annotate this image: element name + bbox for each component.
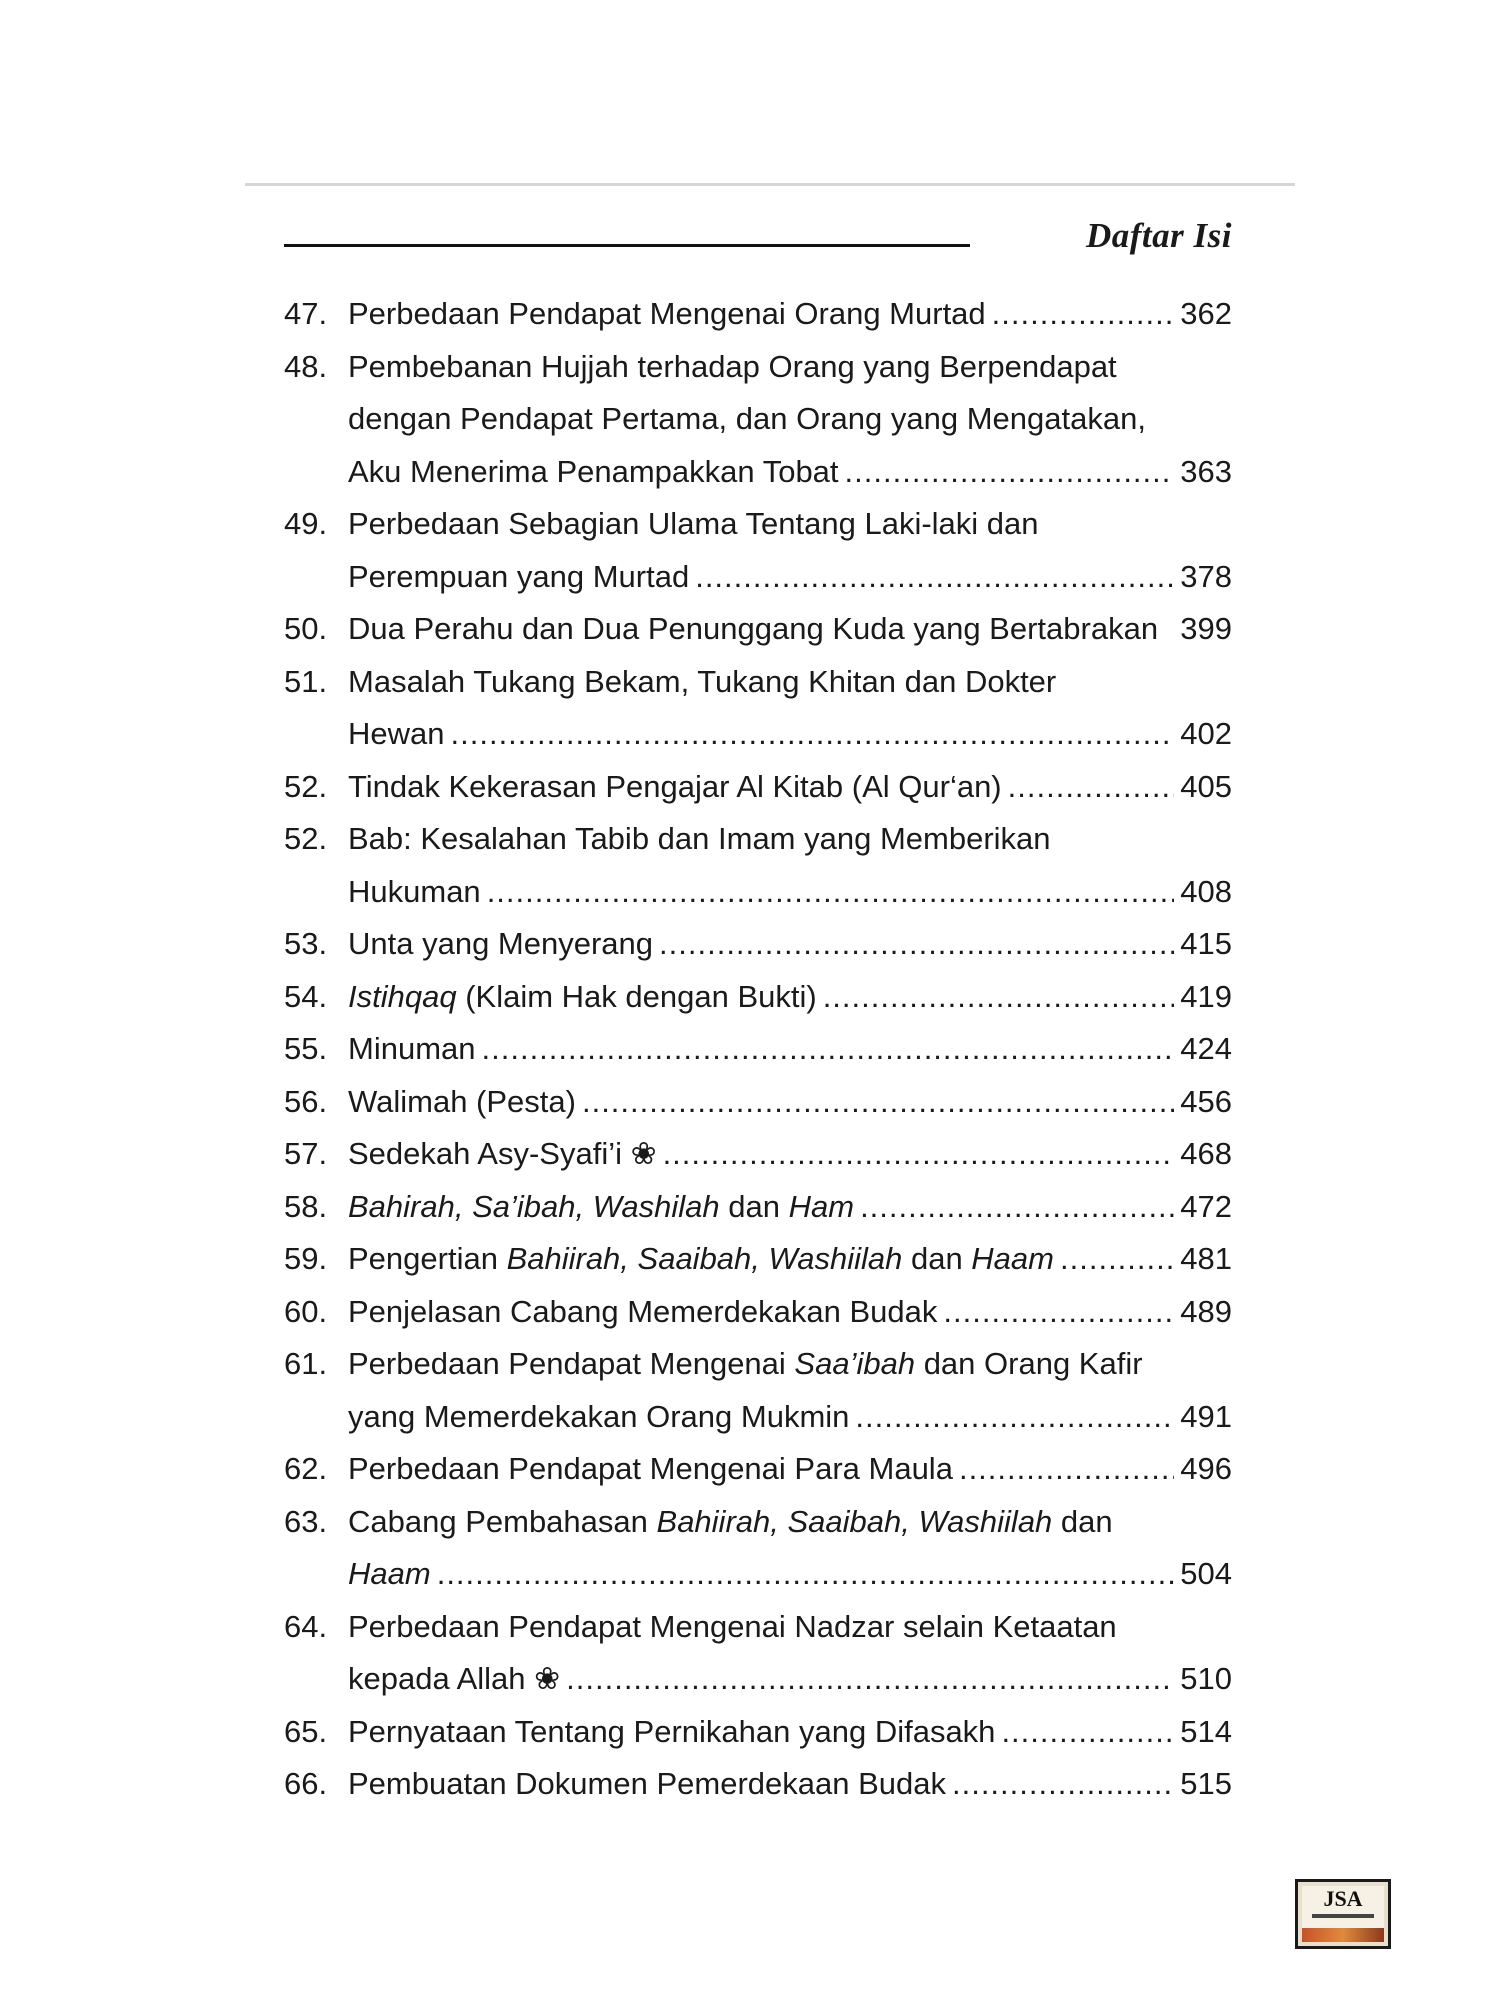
- toc-entry[interactable]: [284, 498, 1232, 603]
- entry-body: [348, 1128, 1232, 1181]
- page-number[interactable]: 405: [1180, 768, 1232, 804]
- entry-title-last-line: [348, 1758, 1232, 1811]
- entry-title: [348, 1076, 576, 1129]
- dot-leader: [823, 971, 1175, 1024]
- logo-color-band: [1302, 1928, 1384, 1942]
- page-number[interactable]: 456: [1180, 1083, 1232, 1119]
- entry-body: [348, 761, 1232, 814]
- page-number[interactable]: 472: [1180, 1188, 1232, 1224]
- entry-title-last-line: [348, 918, 1232, 971]
- dot-leader: [437, 1548, 1175, 1601]
- entry-title-fragment: Bab: Kesalahan Tabib dan Imam yang Memberikan: [348, 821, 1051, 856]
- entry-body: [348, 918, 1232, 971]
- entry-title-fragment: Sedekah Asy-Syafi’i ❀: [348, 1136, 657, 1171]
- entry-body: [348, 1706, 1232, 1759]
- publisher-logo: [1295, 1879, 1391, 1949]
- page-number[interactable]: 415: [1180, 926, 1232, 961]
- entry-title: [348, 446, 839, 499]
- entry-title-fragment: dan: [902, 1241, 972, 1276]
- page-number[interactable]: 514: [1180, 1713, 1232, 1749]
- entry-body: [348, 603, 1232, 656]
- entry-number: 60.: [284, 1293, 328, 1329]
- entry-title-fragment: dan Orang Kafir: [915, 1346, 1143, 1381]
- toc-entry[interactable]: [284, 341, 1232, 499]
- page-number[interactable]: 481: [1180, 1241, 1232, 1276]
- entry-title-last-line: [348, 1286, 1232, 1339]
- entry-title-line: [348, 341, 1232, 394]
- entry-number: 58.: [284, 1188, 328, 1224]
- dot-leader: [1060, 1233, 1174, 1286]
- entry-title-fragment: dan: [719, 1188, 789, 1224]
- entry-title-fragment: Bahirah, Sa’ibah, Washilah: [348, 1188, 720, 1224]
- entry-title-fragment: Cabang Pembahasan: [348, 1503, 657, 1539]
- entry-number: 51.: [284, 663, 328, 699]
- entry-title: [348, 1653, 560, 1706]
- toc-entry[interactable]: [284, 1023, 1232, 1076]
- entry-number: 53.: [284, 926, 328, 961]
- entry-title-line: [348, 393, 1232, 446]
- page-number[interactable]: 408: [1180, 873, 1232, 909]
- entry-number: 52.: [284, 821, 328, 856]
- page-number[interactable]: 491: [1180, 1398, 1232, 1434]
- entry-title-fragment: Saa’ibah: [794, 1346, 916, 1381]
- page-number[interactable]: 468: [1180, 1136, 1232, 1171]
- page-number[interactable]: 419: [1180, 978, 1232, 1014]
- entry-title-fragment: Perbedaan Pendapat Mengenai Nadzar selain Ketaatan: [348, 1608, 1117, 1644]
- entry-number: 52.: [284, 768, 328, 804]
- dot-leader: [566, 1653, 1174, 1706]
- dot-leader: [582, 1076, 1174, 1129]
- toc-entry[interactable]: [284, 1286, 1232, 1339]
- entry-title-fragment: Perbedaan Sebagian Ulama Tentang Laki-laki dan: [348, 506, 1039, 541]
- entry-title: [348, 761, 1002, 814]
- entry-title-last-line: [348, 1391, 1232, 1444]
- toc-entry[interactable]: [284, 1338, 1232, 1443]
- entry-title-fragment: kepada Allah ❀: [348, 1661, 561, 1696]
- entry-title-fragment: Perbedaan Pendapat Mengenai Orang Murtad: [348, 296, 986, 331]
- page-number[interactable]: 496: [1180, 1451, 1232, 1486]
- entry-number: 63.: [284, 1503, 328, 1539]
- entry-title-fragment: Bahiirah, Saaibah, Washiilah: [506, 1241, 903, 1276]
- page-number[interactable]: 515: [1180, 1766, 1232, 1801]
- logo-panel: [1302, 1886, 1384, 1928]
- page-number[interactable]: 363: [1180, 453, 1232, 489]
- entry-body: [348, 1023, 1232, 1076]
- entry-number: 62.: [284, 1451, 328, 1486]
- entry-body: [348, 813, 1232, 918]
- entry-title-fragment: Penjelasan Cabang Memerdekakan Budak: [348, 1293, 938, 1329]
- entry-title-last-line: [348, 1706, 1232, 1759]
- entry-number: 54.: [284, 978, 328, 1014]
- entry-number: 55.: [284, 1031, 328, 1066]
- entry-title-fragment: Minuman: [348, 1031, 476, 1066]
- entry-title: [348, 1286, 937, 1339]
- dot-leader: [959, 1443, 1174, 1496]
- entry-number: 61.: [284, 1346, 328, 1381]
- entry-title: [348, 1181, 854, 1234]
- entry-title: [348, 1023, 476, 1076]
- entry-title-line: [348, 1601, 1232, 1654]
- entry-title-fragment: Haam: [971, 1241, 1054, 1276]
- header-rule: [284, 244, 970, 247]
- entry-body: [348, 1496, 1232, 1601]
- entry-number: 48.: [284, 348, 328, 384]
- entry-title-fragment: Hukuman: [348, 873, 481, 909]
- entry-title-line: [348, 656, 1232, 709]
- entry-title-fragment: Masalah Tukang Bekam, Tukang Khitan dan Dokter: [348, 663, 1057, 699]
- toc-entry[interactable]: [284, 1181, 1232, 1234]
- entry-title-last-line: [348, 288, 1232, 341]
- entry-number: 64.: [284, 1608, 328, 1644]
- entry-title: [348, 1233, 1054, 1286]
- entry-body: [348, 1286, 1232, 1339]
- entry-title-fragment: Perbedaan Pendapat Mengenai Para Maula: [348, 1451, 953, 1486]
- page-number[interactable]: 489: [1180, 1293, 1232, 1329]
- logo-text: JSA: [1323, 1886, 1363, 1911]
- dot-leader: [845, 446, 1175, 499]
- page-number[interactable]: 402: [1180, 716, 1232, 751]
- entry-title-fragment: Perempuan yang Murtad: [348, 558, 690, 594]
- entry-title: [348, 708, 445, 761]
- entry-title-fragment: dengan Pendapat Pertama, dan Orang yang Mengatakan,: [348, 401, 1146, 436]
- toc-entry[interactable]: [284, 288, 1232, 341]
- logo-caption-bar: [1312, 1914, 1374, 1918]
- entry-body: [348, 971, 1232, 1024]
- dot-leader: [943, 1286, 1174, 1339]
- entry-title-fragment: Dua Perahu dan Dua Penunggang Kuda yang Bertabrakan: [348, 611, 1159, 646]
- entry-number: 50.: [284, 611, 328, 646]
- entry-body: [348, 1338, 1232, 1443]
- entry-title-fragment: Pernyataan Tentang Pernikahan yang Difasakh: [348, 1713, 996, 1749]
- toc-entry[interactable]: [284, 1758, 1232, 1811]
- entry-body: [348, 1181, 1232, 1234]
- entry-title: [348, 1128, 657, 1181]
- dot-leader: [487, 866, 1175, 919]
- entry-body: [348, 1758, 1232, 1811]
- entry-number: 59.: [284, 1241, 328, 1276]
- entry-title: [348, 1706, 995, 1759]
- entry-title-fragment: Ham: [788, 1188, 855, 1224]
- entry-title-fragment: Bahiirah, Saaibah, Washiilah: [656, 1503, 1053, 1539]
- entry-title: [348, 603, 1158, 656]
- entry-number: 65.: [284, 1713, 328, 1749]
- entry-title-last-line: [348, 603, 1232, 656]
- dot-leader: [952, 1758, 1174, 1811]
- page-number[interactable]: 399: [1180, 611, 1232, 646]
- page-number[interactable]: 510: [1180, 1661, 1232, 1696]
- entry-title-fragment: Perbedaan Pendapat Mengenai: [348, 1346, 795, 1381]
- entry-body: [348, 656, 1232, 761]
- page-number[interactable]: 378: [1180, 558, 1232, 594]
- dot-leader: [860, 1181, 1174, 1234]
- entry-body: [348, 1076, 1232, 1129]
- entry-title: [348, 551, 689, 604]
- entry-title: [348, 288, 986, 341]
- dot-leader: [1008, 761, 1175, 814]
- entry-title: [348, 1443, 953, 1496]
- entry-title: [348, 1391, 849, 1444]
- entry-title-last-line: [348, 1548, 1232, 1601]
- entry-title-fragment: Hewan: [348, 716, 445, 751]
- entry-body: [348, 341, 1232, 499]
- entry-title-line: [348, 498, 1232, 551]
- entry-body: [348, 288, 1232, 341]
- dot-leader: [451, 708, 1175, 761]
- toc-entry[interactable]: [284, 761, 1232, 814]
- entry-title-last-line: [348, 708, 1232, 761]
- dot-leader: [659, 918, 1174, 971]
- dot-leader: [992, 288, 1175, 341]
- entry-title: [348, 918, 653, 971]
- entry-number: 49.: [284, 506, 328, 541]
- toc-entry[interactable]: [284, 1601, 1232, 1706]
- entry-body: [348, 1233, 1232, 1286]
- entry-title-fragment: Haam: [348, 1556, 431, 1591]
- toc-entry[interactable]: [284, 971, 1232, 1024]
- toc-entry[interactable]: [284, 656, 1232, 761]
- entry-body: [348, 498, 1232, 603]
- entry-title-fragment: Walimah (Pesta): [348, 1083, 576, 1119]
- toc-entry[interactable]: [284, 1706, 1232, 1759]
- dot-leader: [855, 1391, 1174, 1444]
- entry-title-fragment: Pembuatan Dokumen Pemerdekaan Budak: [348, 1766, 946, 1801]
- entry-title-last-line: [348, 1128, 1232, 1181]
- toc-entry[interactable]: [284, 1496, 1232, 1601]
- entry-title-fragment: Unta yang Menyerang: [348, 926, 654, 961]
- entry-title: [348, 866, 481, 919]
- dot-leader: [482, 1023, 1175, 1076]
- entry-title: [348, 971, 817, 1024]
- entry-title-fragment: Pengertian: [348, 1241, 507, 1276]
- entry-title-fragment: Istihqaq: [348, 978, 457, 1014]
- entry-title-fragment: Aku Menerima Penampakkan Tobat: [348, 453, 839, 489]
- entry-title-last-line: [348, 1181, 1232, 1234]
- entry-title: [348, 1758, 946, 1811]
- entry-body: [348, 1601, 1232, 1706]
- page-top-rule: [245, 183, 1295, 186]
- entry-title-line: [348, 1496, 1232, 1549]
- entry-title-fragment: Tindak Kekerasan Pengajar Al Kitab (Al Qur‘an): [348, 768, 1002, 804]
- entry-number: 57.: [284, 1136, 328, 1171]
- entry-title-fragment: Pembebanan Hujjah terhadap Orang yang Berpendapat: [348, 348, 1117, 384]
- page-number[interactable]: 424: [1180, 1031, 1232, 1066]
- page-number[interactable]: 504: [1180, 1556, 1232, 1591]
- toc-entry[interactable]: [284, 603, 1232, 656]
- dot-leader: [1001, 1706, 1174, 1759]
- entry-title-line: [348, 1338, 1232, 1391]
- entry-title-line: [348, 813, 1232, 866]
- entry-title-fragment: dan: [1052, 1503, 1113, 1539]
- entry-title-last-line: [348, 971, 1232, 1024]
- entry-number: 47.: [284, 296, 328, 331]
- toc-entry[interactable]: [284, 1076, 1232, 1129]
- toc-entry[interactable]: [284, 1233, 1232, 1286]
- page-title: Daftar Isi: [1086, 216, 1232, 255]
- entry-title-last-line: [348, 551, 1232, 604]
- entry-title-last-line: [348, 1023, 1232, 1076]
- entry-title-last-line: [348, 1233, 1232, 1286]
- entry-number: 56.: [284, 1083, 328, 1119]
- dot-leader: [695, 551, 1174, 604]
- entry-title-fragment: (Klaim Hak dengan Bukti): [456, 978, 817, 1014]
- entry-title-last-line: [348, 761, 1232, 814]
- page-number[interactable]: 362: [1180, 296, 1232, 331]
- entry-number: 66.: [284, 1766, 328, 1801]
- toc-entry[interactable]: [284, 918, 1232, 971]
- dot-leader: [663, 1128, 1175, 1181]
- entry-body: [348, 1443, 1232, 1496]
- toc-entry[interactable]: [284, 1443, 1232, 1496]
- entry-title-last-line: [348, 446, 1232, 499]
- toc-entry[interactable]: [284, 1128, 1232, 1181]
- entry-title-last-line: [348, 1653, 1232, 1706]
- entry-title: [348, 1548, 431, 1601]
- entry-title-last-line: [348, 1076, 1232, 1129]
- entry-title-last-line: [348, 866, 1232, 919]
- entry-title-last-line: [348, 1443, 1232, 1496]
- toc-entry[interactable]: [284, 813, 1232, 918]
- table-of-contents: [284, 288, 1232, 1811]
- entry-title-fragment: yang Memerdekakan Orang Mukmin: [348, 1398, 850, 1434]
